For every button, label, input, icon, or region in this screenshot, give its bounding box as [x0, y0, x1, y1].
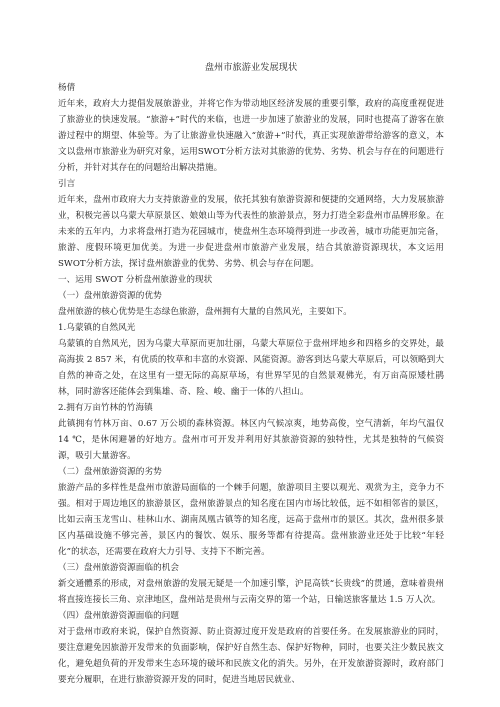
subsection-heading-disadvantages: （二）盘州旅游资源的劣势 — [58, 467, 162, 477]
subsection-heading-problems: （四）盘州旅游资源面临的问题 — [58, 611, 180, 621]
opportunities-paragraph: 新交通體系的形成，对盘州旅游的发展无疑是一个加速引擎，沪昆高铁“长贵线”的贯通，意味着贵州将直接连接长三角、京津地区，盘州站是贵州与云南交界的第一个站，日输送旅客量达 1.5 万人次。 — [58, 579, 444, 605]
intro-paragraph: 近年来，盘州市政府大力支持旅游业的发展，依托其独有旅游资源和便捷的交通网络，大力发展旅游业，积极完善以乌蒙大草原景区、娘娘山等为代表性的旅游景点，努力打造全彩盘州市品牌形象。在未来的五年内，力求将盘州打造为花园城市，使盘州生态环境得到进一步改善，城市功能更加完备，旅游、度假环境更加优美。为进一步促进盘州市旅游产业发展，结合其旅游资源现状，本文运用SWOT分析方法，探讨盘州旅游业的优势、劣势、机会与存在问题。 — [58, 195, 444, 269]
item-heading-zhuhai: 2.拥有万亩竹林的竹海镇 — [58, 403, 153, 413]
document-title: 盘州市旅游业发展现状 — [204, 62, 298, 73]
problems-paragraph: 对于盘州市政府来说，保护自然资源、防止资源过度开发是政府的首要任务。在发展旅游业的同时，要注意避免因旅游开发带来的负面影响，保护好自然生态、保护好物种，同时，也要关注少数民族文化，避免超负荷的开发带来生态环境的破坏和民族文化的消失。另外，在开发旅游资源时，政府部门要充分履职，在进行旅游资源开发的同时，促进当地居民就业、 — [58, 627, 444, 685]
abstract-paragraph: 近年来，政府大力提倡发展旅游业，并将它作为带动地区经济发展的重要引擎，政府的高度重视促进了旅游业的快速发展。“旅游+”时代的来临，也进一步加速了旅游业的发展，同时也提高了游客在旅游过程中的期望、体验等。为了让旅游业快速融入“旅游+”时代，真正实现旅游带给游客的意义，本文以盘州市旅游业为研究对象，运用SWOT分析方法对其旅游的优势、劣势、机会与存在的问题进行分析，并针对其存在的问题给出解决措施。 — [58, 99, 444, 173]
wumeng-paragraph: 乌蒙镇的自然风光，因为乌蒙大草原而更加壮丽，乌蒙大草原位于盘州坪地乡和四格乡的交界处，最高海拔 2 857 米，有优质的牧草和丰富的水资源、风能资源。游客到达乌蒙大草原后，可以领略到大自然的神奇之处，在这里有一望无际的高原草场，有世界罕见的自然景观佛光，有万亩高原矮杜鹃林，同时游客还能体会到集雄、奇、险、峻、幽于一体的八担山。 — [58, 339, 444, 397]
intro-heading: 引言 — [58, 179, 76, 189]
section-heading-swot: 一、运用 SWOT 分析盘州旅游业的现状 — [58, 275, 213, 285]
document-page — [58, 60, 444, 688]
item-heading-wumeng: 1.乌蒙镇的自然风光 — [58, 323, 136, 333]
subsection-heading-advantages: （一）盘州旅游资源的优势 — [58, 291, 162, 301]
author-name: 杨倩 — [58, 83, 76, 93]
subsection-heading-opportunities: （三）盘州旅游资源面临的机会 — [58, 563, 180, 573]
zhuhai-paragraph: 此镇拥有竹林万亩、0.67 万公顷的森林资源。林区内气候凉爽，地势高俊，空气清新，年均气温仅 14 ℃，是休闲避暑的好地方。盘州市可开发并利用好其旅游资源的独特性，尤其是独特的气候资源，吸引大量游客。 — [58, 419, 444, 461]
disadvantages-paragraph: 旅游产品的多样性是盘州市旅游局面临的一个棘手问题，旅游项目主要以观光、观赏为主，竞争力不强。相对于周边地区的旅游景区，盘州旅游景点的知名度在国内市场比较低，远不如相邻省的景区，比如云南玉龙雪山、桂林山水、湖南凤凰古镇等的知名度，远高于盘州市的景区。其次，盘州很多景区内基础设施不够完善，景区内的餐饮、娱乐、服务等都有待提高。盘州旅游业还处于比较“年轻化”的状态，还需要在政府大力引导、支持下不断完善。 — [58, 483, 444, 557]
advantages-intro-paragraph: 盘州旅游的核心优势是生态绿色旅游，盘州拥有大量的自然风光，主要如下。 — [58, 307, 352, 317]
